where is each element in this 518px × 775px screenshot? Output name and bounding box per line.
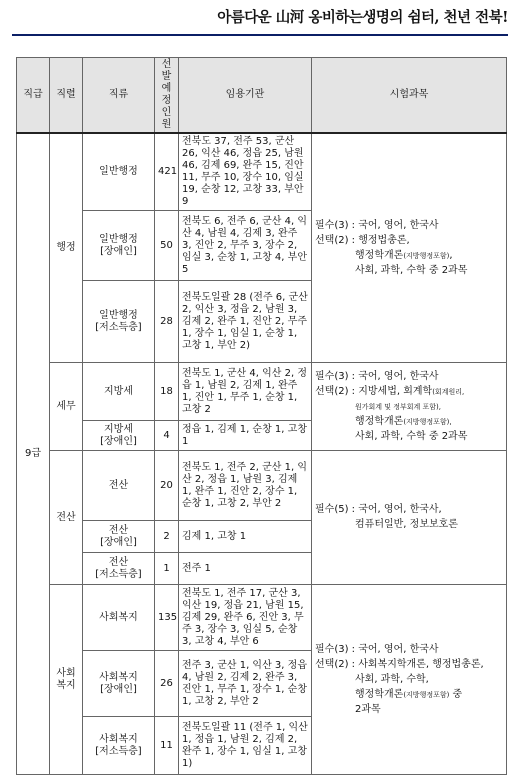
table-row [17, 585, 507, 651]
field-qualifier: [저소득층] [95, 745, 142, 757]
table-header-row [17, 58, 507, 134]
field-cell [83, 421, 155, 451]
field-name: 사회복지 [99, 611, 138, 623]
count-cell: 135 [155, 585, 179, 651]
agency-cell: 김제 1, 고창 1 [179, 521, 312, 553]
series-cell-haengjeong: 행정 [50, 133, 83, 363]
exam-subject-note: (지방행정포함) [403, 690, 450, 699]
exam-optional-2 [315, 250, 503, 262]
field-name: 지방세 [104, 385, 133, 397]
field-qualifier: [장애인] [100, 435, 137, 447]
exam-optional-1: 컴퓨터일반, 정보보호론 [355, 519, 458, 530]
grade-cell: 9급 [17, 133, 50, 775]
table-row [17, 451, 507, 521]
field-name: 사회복지 [99, 733, 138, 745]
count-cell: 28 [155, 281, 179, 363]
series-cell-jeonsan: 전산 [50, 451, 83, 585]
field-cell [83, 281, 155, 363]
count-cell: 20 [155, 451, 179, 521]
field-cell [83, 553, 155, 585]
exam-optional-3 [315, 689, 503, 701]
count-cell: 2 [155, 521, 179, 553]
agency-cell: 전북도 37, 전주 53, 군산 26, 익산 46, 정읍 25, 남원 46, 김제 69, 완주 15, 진안 11, 무주 10, 장수 10, 임실 19, 순창 12, 고창 33, 부안 9 [179, 133, 312, 211]
exam-optional-1: 선택(2) : 사회복지학개론, 행정법총론, [315, 658, 484, 670]
field-name: 전산 [108, 524, 129, 536]
field-name: 전산 [108, 556, 129, 568]
field-name: 전산 [108, 479, 129, 491]
field-qualifier: [장애인] [100, 536, 137, 548]
field-cell [83, 211, 155, 281]
series-cell-semu: 세무 [50, 363, 83, 451]
exam-required: 필수(3) : 국어, 영어, 한국사 [315, 370, 439, 382]
exam-optional-4: 2과목 [355, 703, 381, 715]
header-series: 직렬 [50, 58, 83, 134]
field-cell [83, 585, 155, 651]
exam-subject-note: (회계원리, [432, 387, 465, 396]
field-name: 사회복지 [99, 671, 138, 683]
page-banner-title: 아름다운 山河 옹비하는생명의 쉼터, 천년 전북! [217, 9, 508, 26]
exam-comma: , [449, 249, 453, 261]
agency-cell: 전북도 1, 군산 4, 익산 2, 정읍 1, 남원 2, 김제 1, 완주 1, 진안 1, 무주 1, 순창 1, 고창 2 [179, 363, 312, 421]
table-row [17, 133, 507, 211]
exam-subject-note: (지방행정포함) [403, 251, 450, 260]
table-row [17, 363, 507, 421]
field-qualifier: [저소득층] [95, 321, 142, 333]
agency-cell: 전북도 1, 전주 2, 군산 1, 익산 2, 정읍 1, 남원 3, 김제 1, 완주 1, 진안 2, 장수 1, 순창 1, 고창 2, 부안 2 [179, 451, 312, 521]
count-cell: 26 [155, 651, 179, 717]
exam-optional-2: 사회, 과학, 수학, [355, 673, 429, 685]
agency-cell: 전북도 1, 전주 17, 군산 3, 익산 19, 정읍 21, 남원 15, 김제 29, 완주 6, 진안 3, 무주 3, 장수 3, 임실 5, 순창 3, 고창 4, 부안 6 [179, 585, 312, 651]
field-cell [83, 717, 155, 775]
recruitment-table [16, 57, 507, 775]
exam-subject: 선택(2) : 지방세법, 회계학 [315, 385, 433, 397]
count-cell: 421 [155, 133, 179, 211]
exam-subject: 행정학개론 [355, 688, 404, 700]
count-cell: 18 [155, 363, 179, 421]
field-cell [83, 521, 155, 553]
series-label: 사회 복지 [56, 667, 76, 691]
exam-required: 필수(3) : 국어, 영어, 한국사 [315, 219, 439, 231]
agency-cell: 전북도 6, 전주 6, 군산 4, 익산 4, 남원 4, 김제 3, 완주 3, 진안 2, 무주 3, 장수 2, 임실 3, 순창 1, 고창 4, 부안 5 [179, 211, 312, 281]
header-field: 직류 [83, 58, 155, 134]
header-agency: 임용기관 [179, 58, 312, 134]
header-grade: 직급 [17, 58, 50, 134]
agency-cell: 전북도일괄 11 (전주 1, 익산 1, 정읍 1, 남원 2, 김제 2, 완주 1, 장수 1, 임실 1, 고창 1) [179, 717, 312, 775]
exam-optional-1: 선택(2) : 행정법총론, [315, 234, 410, 246]
field-cell [83, 451, 155, 521]
exam-optional-4: 사회, 과학, 수학 중 2과목 [355, 430, 468, 442]
count-cell: 4 [155, 421, 179, 451]
agency-cell: 전주 1 [179, 553, 312, 585]
count-cell: 11 [155, 717, 179, 775]
exam-optional-3 [315, 416, 503, 428]
exam-cell-jeonsan [312, 451, 507, 585]
exam-subject: 행정학개론 [355, 249, 404, 261]
exam-optional-1 [315, 386, 503, 398]
field-name: 일반행정 [99, 166, 138, 177]
exam-required: 필수(3) : 국어, 영어, 한국사 [315, 643, 439, 655]
exam-optional-3: 사회, 과학, 수학 중 2과목 [355, 264, 468, 276]
field-cell [83, 133, 155, 211]
banner-divider [12, 34, 508, 36]
field-qualifier: [장애인] [100, 683, 137, 695]
field-name: 일반행정 [99, 233, 138, 245]
field-name: 일반행정 [99, 309, 138, 321]
series-cell-sahoe [50, 585, 83, 775]
agency-cell: 전주 3, 군산 1, 익산 3, 정읍 4, 남원 2, 김제 2, 완주 3, 진안 1, 무주 1, 장수 1, 순창 1, 고창 2, 부안 2 [179, 651, 312, 717]
count-cell: 50 [155, 211, 179, 281]
exam-subject: 행정학개론 [355, 415, 404, 427]
field-name: 지방세 [104, 423, 133, 435]
exam-cell-haengjeong [312, 133, 507, 363]
agency-cell: 정읍 1, 김제 1, 순창 1, 고창 1 [179, 421, 312, 451]
exam-cell-semu [312, 363, 507, 451]
field-qualifier: [장애인] [100, 245, 137, 257]
field-qualifier: [저소득층] [95, 568, 142, 580]
header-exam: 시험과목 [312, 58, 507, 134]
exam-cell-sahoe [312, 585, 507, 775]
agency-cell: 전북도일괄 28 (전주 6, 군산 2, 익산 3, 정읍 2, 남원 3, 김제 2, 완주 1, 진안 2, 무주 1, 장수 1, 임실 1, 순창 1, 고창 1, 부안 2) [179, 281, 312, 363]
exam-suffix: 중 [449, 688, 463, 700]
exam-required: 필수(5) : 국어, 영어, 한국사, [315, 504, 442, 515]
exam-subject-note: (지방행정포함), [403, 417, 452, 426]
exam-optional-2: 원가회계 및 정부회계 포함), [355, 402, 442, 411]
field-cell [83, 363, 155, 421]
count-cell: 1 [155, 553, 179, 585]
field-cell [83, 651, 155, 717]
header-count: 선발 예정 인원 [155, 58, 179, 134]
